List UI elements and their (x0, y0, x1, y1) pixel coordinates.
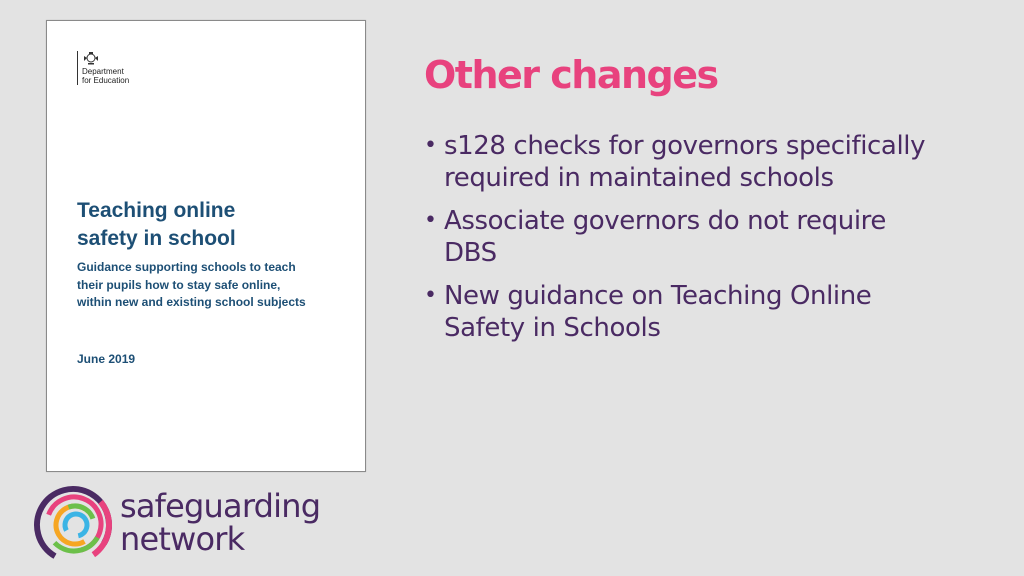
bullet-line: Associate governors do not require (444, 206, 886, 236)
brand-name-line: safeguarding (120, 487, 321, 525)
brand-name-line: network (120, 520, 245, 558)
slide-title: Other changes (424, 53, 718, 97)
bullet-item (424, 205, 1004, 269)
cover-title-line: Teaching online (77, 199, 236, 222)
cover-subtitle-line: within new and existing school subjects (77, 295, 306, 309)
cover-title (77, 197, 337, 253)
department-line-1: Department (82, 67, 124, 76)
bullet-dot-icon: • (424, 283, 437, 308)
cover-title-line: safety in school (77, 227, 236, 250)
bullet-dot-icon: • (424, 133, 437, 158)
dfe-logo (77, 51, 129, 85)
bullet-line: DBS (444, 238, 497, 268)
bullet-list (424, 130, 1004, 355)
bullet-item (424, 280, 1004, 344)
document-cover (46, 20, 366, 472)
concentric-rings-logo-icon (32, 484, 114, 566)
bullet-line: New guidance on Teaching Online (444, 281, 872, 311)
safeguarding-network-logo (32, 484, 332, 564)
bullet-line: required in maintained schools (444, 163, 834, 193)
cover-subtitle-line: their pupils how to stay safe online, (77, 277, 281, 292)
brand-name (120, 487, 321, 558)
bullet-item (424, 130, 1004, 194)
bullet-dot-icon: • (424, 208, 437, 233)
bullet-line: Safety in Schools (444, 313, 661, 343)
cover-subtitle (77, 259, 337, 312)
bullet-line: s128 checks for governors specifically (444, 131, 926, 161)
royal-crest-icon (82, 51, 100, 65)
cover-subtitle-line: Guidance supporting schools to teach (77, 260, 296, 274)
department-line-2: for Education (82, 76, 130, 85)
cover-date: June 2019 (77, 352, 136, 366)
